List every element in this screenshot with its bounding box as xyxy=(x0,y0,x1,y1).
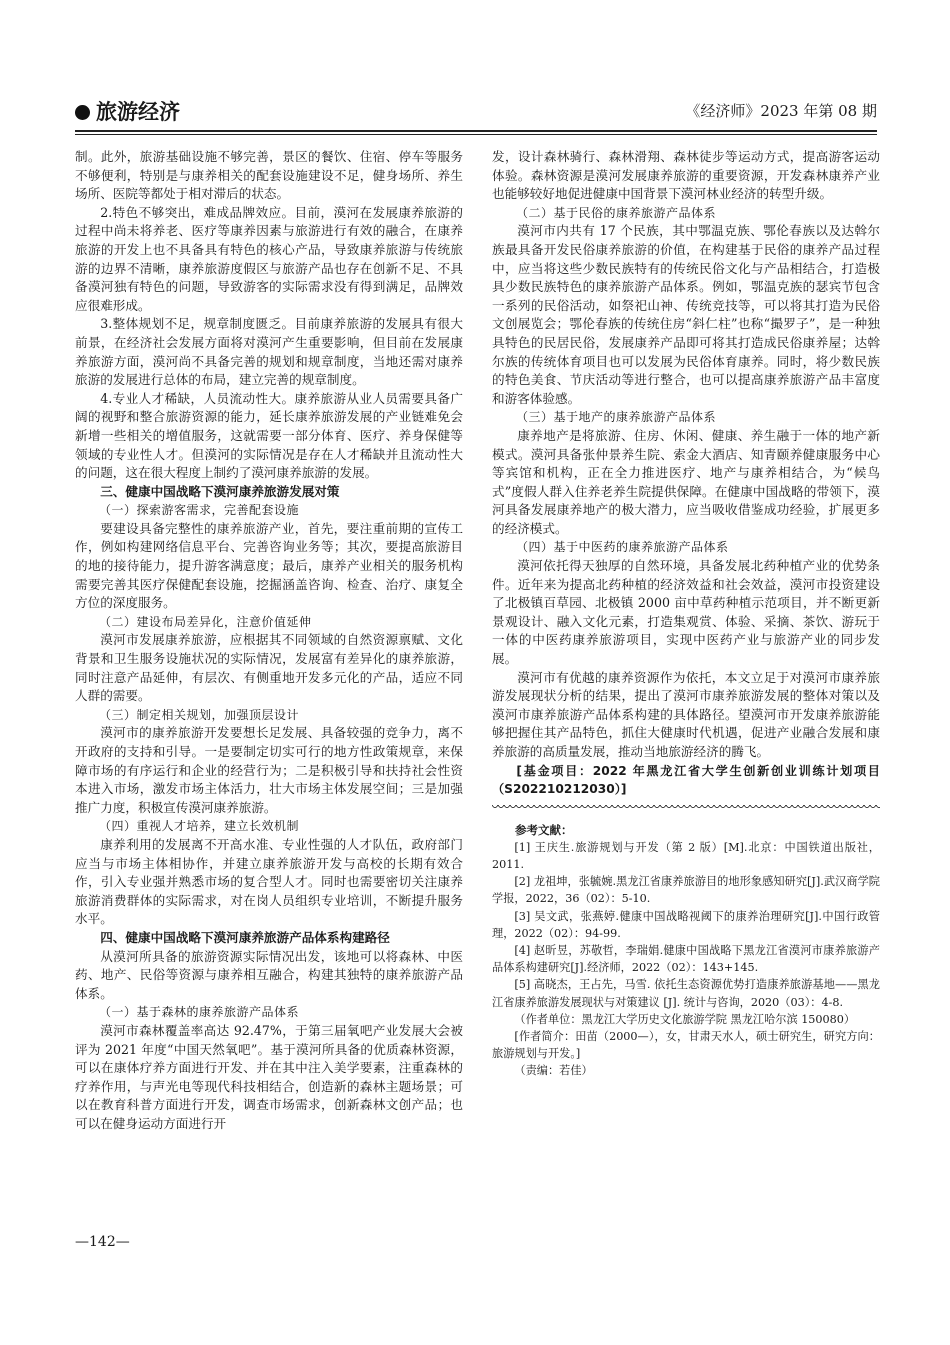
left-column xyxy=(75,148,463,1133)
author-affiliation: （作者单位：黑龙江大学历史文化旅游学院 黑龙江哈尔滨 150080） xyxy=(514,1012,856,1026)
paragraph: 2.特色不够突出，难成品牌效应。目前，漠河在发展康养旅游的过程中尚未将养老、医疗等康养因素与旅游进行有效的融合，在康养旅游的开发上也不具备具有特色的核心产品，导致康养旅游与传统旅游的边界不清晰，康养旅游度假区与旅游产品也存在创新不足、不具备漠河独有特色的问题，导致游客的实际需求没有得到满足，品牌效应很难形成。 xyxy=(75,204,463,313)
subsection-heading: （四）基于中医药的康养旅游产品体系 xyxy=(516,540,729,555)
paragraph: 3.整体规划不足，规章制度匮乏。目前康养旅游的发展具有很大前景，在经济社会发展方面将对漠河产生重要影响，但目前在发展康养旅游方面，漠河尚不具备完善的规划和规章制度，当地还需对康养旅游的发展进行总体的布局，建立完善的规章制度。 xyxy=(75,316,463,388)
page-number: —142— xyxy=(75,1234,130,1250)
bullet-dot-icon xyxy=(75,105,90,120)
author-bio: [作者简介：田苗（2000—），女，甘肃天水人，硕士研究生，研究方向：旅游规划与开发。] xyxy=(492,1030,880,1061)
paragraph: 要建设具备完整性的康养旅游产业，首先，要注重前期的宣传工作，例如构建网络信息平台、完善咨询业务等；其次，要提高旅游目的地的接待能力，提升游客满意度；最后，康养产业相关的服务机构需要完善其医疗保健配套设施，挖掘涵盖咨询、检查、治疗、康复全方位的深度服务。 xyxy=(75,520,463,611)
paragraph: 漠河依托得天独厚的自然环境，具备发展北药种植产业的优势条件。近年来为提高北药种植的经济效益和社会效益，漠河市投资建设了北极镇百草园、北极镇 2000 亩中草药种植示范项目，并不断更新景观设计、融入文化元素，打造集观赏、体验、采摘、茶饮、游玩于一体的中医药康养旅游项目，实现中医药产业与旅游产业的同步发展。 xyxy=(492,558,880,667)
paragraph: 漠河市森林覆盖率高达 92.47%，于第三届氧吧产业发展大会被评为 2021 年度“中国天然氧吧”。基于漠河所具备的优质森林资源，可以在康体疗养方面进行开发、并在其中注入美学要素，注重森林的疗养作用，与声光电等现代科技相结合，创造新的森林主题场景；可以在教育科普方面进行开发，调查市场需求，创新森林文创产品；也可以在健身运动方面进行开 xyxy=(75,1022,463,1131)
subsection-heading: （三）基于地产的康养旅游产品体系 xyxy=(516,410,717,425)
subsection-heading: （二）建设布局差异化，注意价值延伸 xyxy=(99,614,312,629)
header-rule-thin xyxy=(75,134,877,135)
subsection-heading: （一）探索游客需求，完善配套设施 xyxy=(99,503,300,518)
right-column-body xyxy=(492,148,880,762)
header-rule xyxy=(75,130,877,132)
paragraph: 发，设计森林骑行、森林滑翔、森林徒步等运动方式，提高游客运动体验。森林资源是漠河发展康养旅游的重要资源，开发森林康养产业也能够较好地促进健康中国背景下漠河林业经济的转型升级。 xyxy=(492,149,880,202)
fund-note: [基金项目：2022 年黑龙江省大学生创新创业训练计划项目（S202210212030）] xyxy=(492,763,880,797)
reference-item: [5] 高晓杰，王占先，马雪. 依托生态资源优势打造康养旅游基地——黑龙江省康养旅游发展现状与对策建议 [J]. 统计与咨询，2020（03）：4-8. xyxy=(492,978,880,1009)
subsection-heading: （四）重视人才培养，建立长效机制 xyxy=(99,819,300,834)
paragraph: 从漠河所具备的旅游资源实际情况出发，该地可以将森林、中医药、地产、民俗等资源与康养相互融合，构建其独特的康养旅游产品体系。 xyxy=(75,948,463,1001)
paragraph: 康养利用的发展离不开高水准、专业性强的人才队伍，政府部门应当与市场主体相协作，并建立康养旅游开发与高校的长期有效合作，引入专业强并熟悉市场的复合型人才。同时也需要密切关注康养旅游消费群体的实际需求，对在岗人员组织专业培训，不断提升服务水平。 xyxy=(75,836,463,927)
reference-item: [3] 吴文武，张燕婷.健康中国战略视阈下的康养治理研究[J].中国行政管理，2022（02）：94-99. xyxy=(492,909,880,940)
section-heading: 三、健康中国战略下漠河康养旅游发展对策 xyxy=(100,483,340,499)
page-header xyxy=(75,96,877,126)
section-name: 旅游经济 xyxy=(96,100,180,124)
paragraph: 4.专业人才稀缺，人员流动性大。康养旅游从业人员需要具备广阔的视野和整合旅游资源的能力，延长康养旅游发展的产业链难免会新增一些相关的增值服务，这就需要一部分体育、医疗、养身保健等领域的专业性人才。但漠河的实际情况是存在人才稀缺并且流动性大的问题，这在很大程度上制约了漠河康养旅游的发展。 xyxy=(75,390,463,481)
paragraph: 制。此外，旅游基础设施不够完善，景区的餐饮、住宿、停车等服务不够便利，特别是与康养相关的配套设施建设不足，健身场所、养生场所、医院等都处于相对滞后的状态。 xyxy=(75,149,463,202)
reference-item: [1] 王庆生.旅游规划与开发（第 2 版）[M].北京：中国铁道出版社，2011. xyxy=(492,840,880,871)
references-list xyxy=(492,839,880,1011)
wave-divider xyxy=(492,805,880,811)
paragraph: 漠河市的康养旅游开发要想长足发展、具备较强的竞争力，离不开政府的支持和引导。一是要制定切实可行的地方性政策规章，来保障市场的有序运行和企业的经营行为；二是积极引导和扶持社会性资本进入市场，激发市场主体活力，壮大市场主体发展空间；三是加强推广力度，积极宣传漠河康养旅游。 xyxy=(75,725,463,815)
paragraph: 漠河市有优越的康养资源作为依托，本文立足于对漠河市康养旅游发展现状分析的结果，提出了漠河市康养旅游发展的整体对策以及漠河市康养旅游产品体系构建的具体路径。望漠河市开发康养旅游能够把握住其产品特色，抓住大健康时代机遇，促进产业融合发展和康养旅游的高质量发展，推动当地旅游经济的腾飞。 xyxy=(492,669,880,759)
right-column xyxy=(492,148,880,1081)
reference-item: [2] 龙祖坤，张毓婉.黑龙江省康养旅游目的地形象感知研究[J].武汉商学院学报，2022，36（02）：5-10. xyxy=(492,875,880,906)
reference-item: [4] 赵昕昱，苏敬哲，李瑞娟.健康中国战略下黑龙江省漠河市康养旅游产品体系构建研究[J].经济师，2022（02）：143+145. xyxy=(492,944,880,975)
subsection-heading: （三）制定相关规划，加强顶层设计 xyxy=(99,707,300,722)
subsection-heading: （二）基于民俗的康养旅游产品体系 xyxy=(516,205,717,220)
section-title xyxy=(75,96,180,126)
subsection-heading: （一）基于森林的康养旅游产品体系 xyxy=(99,1005,300,1020)
references-title: 参考文献： xyxy=(515,822,573,837)
paragraph: 康养地产是将旅游、住房、休闲、健康、养生融于一体的地产新模式。漠河具备张仲景养生院、索金大酒店、知青颐养健康服务中心等宾馆和机构，正在全力推进医疗、地产与康养相结合，为“候鸟式”度假人群入住养老养生院提供保障。在健康中国战略的带领下，漠河具备发展康养地产的极大潜力，应当吸收借鉴成功经验，扩展更多的经济模式。 xyxy=(492,427,880,536)
paragraph: 漠河市发展康养旅游，应根据其不同领域的自然资源禀赋、文化背景和卫生服务设施状况的实际情况，发展富有差异化的康养旅游，同时注意产品延伸，有层次、有侧重地开发多元化的产品，适应不同人群的需要。 xyxy=(75,632,463,704)
journal-issue: 《经济师》2023 年第 08 期 xyxy=(685,102,877,120)
editor-note: （责编：若佳） xyxy=(514,1064,593,1078)
paragraph: 漠河市内共有 17 个民族，其中鄂温克族、鄂伦春族以及达斡尔族最具备开发民俗康养旅游的价值，在构建基于民俗的康养产品过程中，应当将这些少数民族特有的传统民俗文化与产品相结合，打造极具少数民族特色的康养旅游产品体系。例如，鄂温克族的瑟宾节包含一系列的民俗活动，如祭祀山神、传统竞技等，可以将其打造为民俗文创展览会；鄂伦春族的传统住房“斜仁柱”也称“撮罗子”，是一种独具特色的民居民俗，发展康养产品即可将其打造成民俗康养屋；达斡尔族的传统体育项目也可以发展为民俗体育康养。同时，将少数民族的特色美食、节庆活动等进行整合，也可以提高康养旅游产品丰富度和游客体验感。 xyxy=(492,223,880,406)
section-heading: 四、健康中国战略下漠河康养旅游产品体系构建路径 xyxy=(100,929,390,945)
